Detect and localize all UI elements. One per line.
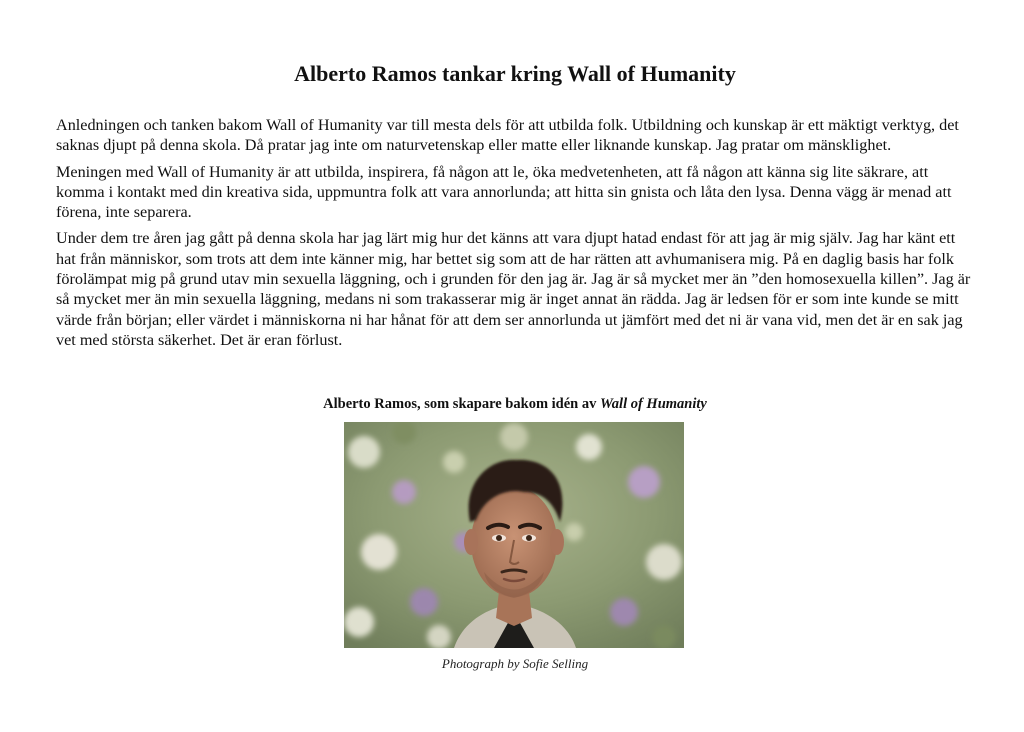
portrait-photo-icon	[344, 422, 684, 648]
document-title: Alberto Ramos tankar kring Wall of Humanity	[294, 61, 736, 86]
caption-text: Alberto Ramos, som skapare bakom idén av	[323, 396, 600, 412]
paragraph-2: Meningen med Wall of Humanity är att utbilda, inspirera, få någon att le, öka medvetenheten, att få någon att känna sig lite säkrare, att komma i kontakt med din kreativa sida, uppmuntra folk att vara annorlunda; att hitta sin gnista och låta den lysa. Denna vägg är menad att förena, inte separera.	[56, 162, 952, 222]
paragraph-1: Anledningen och tanken bakom Wall of Humanity var till mesta dels för att utbilda folk. Utbildning och kunskap är ett mäktigt verktyg, det saknas djupt på denna skola. Då pratar jag inte om naturvetenskap eller matte eller liknande kunskap. Jag pratar om mänsklighet.	[56, 116, 959, 155]
photo-credit: Photograph by Sofie Selling	[441, 656, 589, 671]
paragraph-3: Under dem tre åren jag gått på denna skola har jag lärt mig hur det känns att vara djupt hatad endast för att jag är mig själv. Jag har känt ett hat från människor, som trots att dem inte känner mig, har bettet sig som att de har rätten att avhumanisera mig. På en daglig basis har folk förolämpat mig på grund utav min sexuella läggning, och i grunden för den jag är. Jag är så mycket mer än ”den homosexuella killen”. Jag är så mycket mer än min sexuella läggning, medans ni som trakasserar mig är inget annat än rädda. Jag är ledsen för er som inte kunde se mitt värde från början; eller värdet i människorna ni har hånat för att dem ser annorlunda ut jämfört med det ni är vana vid, men det är en sak jag vet med största säkerhet. Det är eran förlust.	[56, 229, 971, 349]
caption-italic-text: Wall of Humanity	[599, 396, 707, 412]
portrait-photo	[344, 422, 684, 648]
photo-caption	[56, 395, 974, 413]
document-body	[56, 115, 974, 356]
